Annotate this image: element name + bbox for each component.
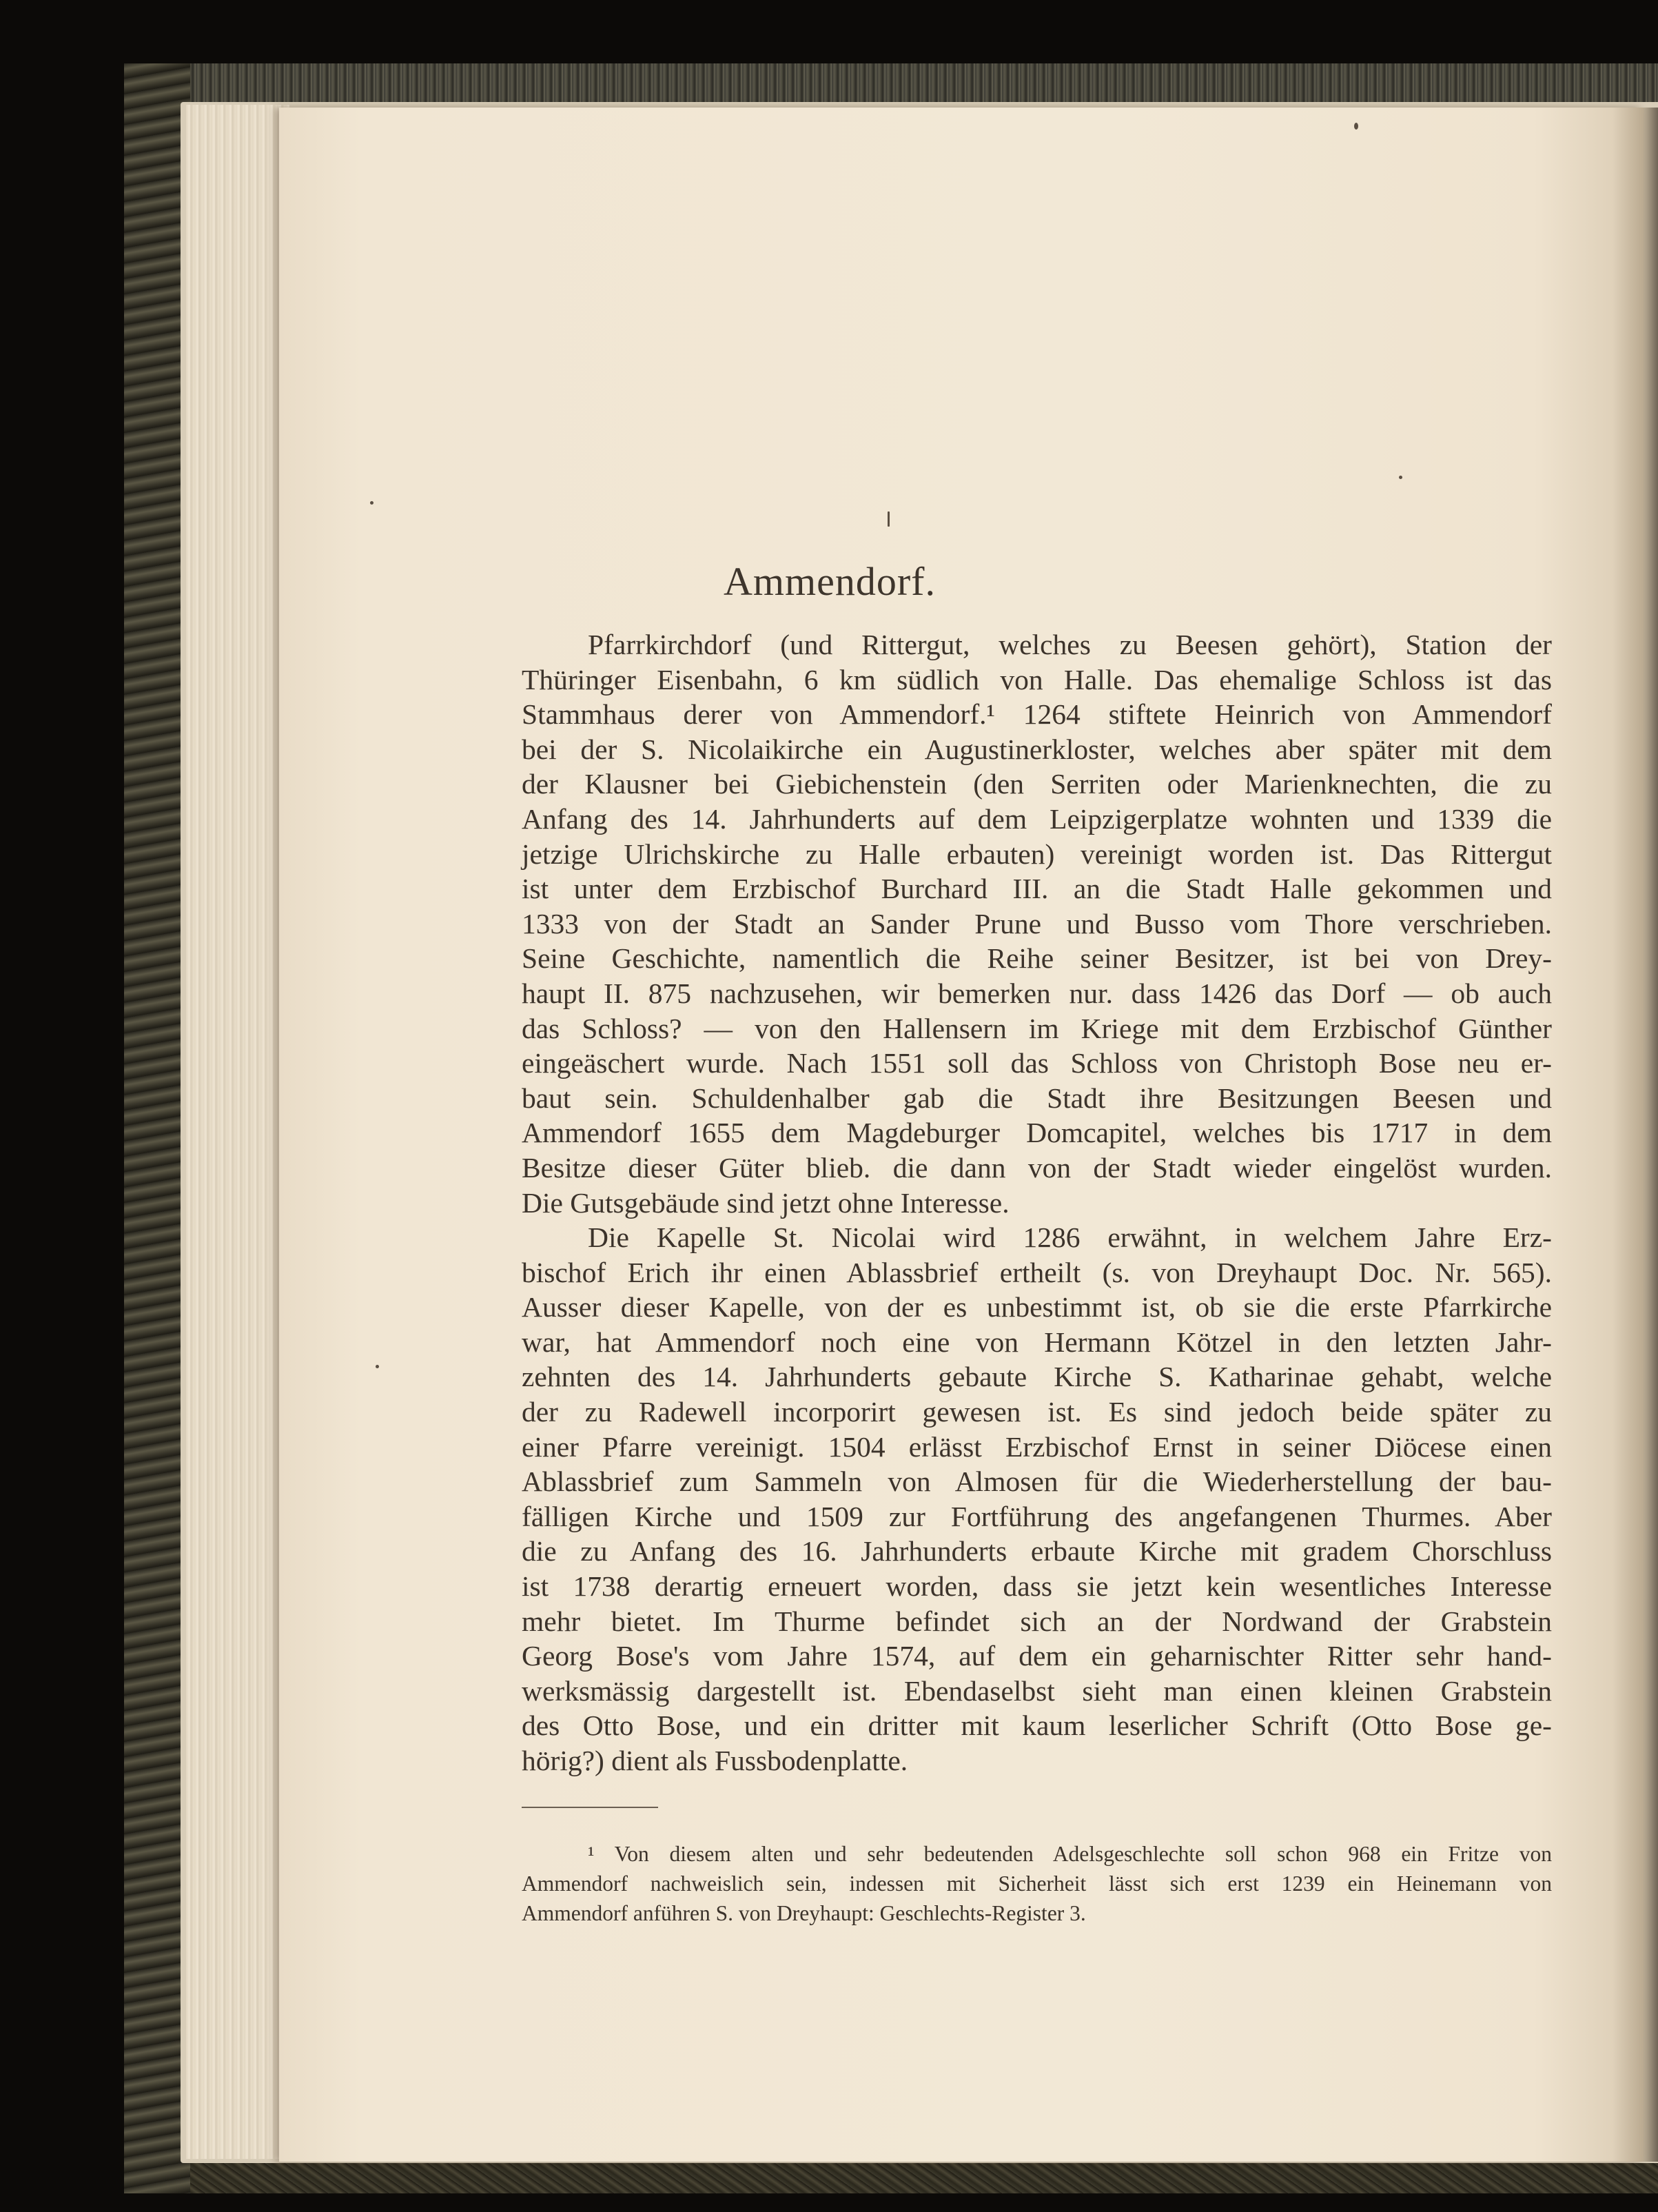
text-line: Seine Geschichte, namentlich die Reihe seiner Besitzer, ist bei von Drey- [522, 942, 1552, 975]
footnote-line: Ammendorf anführen S. von Dreyhaupt: Geschlechts-Register 3. [522, 1901, 1086, 1925]
text-line: haupt II. 875 nachzusehen, wir bemerken nur. dass 1426 das Dorf — ob auch [522, 977, 1552, 1009]
text-line: bei der S. Nicolaikirche ein Augustinerkloster, welches aber später mit dem [522, 733, 1552, 765]
footnote [522, 1839, 1552, 1928]
text-line: des Otto Bose, und ein dritter mit kaum leserlicher Schrift (Otto Bose ge- [522, 1709, 1552, 1742]
text-line: einer Pfarre vereinigt. 1504 erlässt Erzbischof Ernst in seiner Diöcese einen [522, 1430, 1552, 1463]
text-line: war, hat Ammendorf noch eine von Hermann Kötzel in den letzten Jahr- [522, 1326, 1552, 1358]
text-line: Anfang des 14. Jahrhunderts auf dem Leipzigerplatze wohnten und 1339 die [522, 802, 1552, 835]
text-line: bischof Erich ihr einen Ablassbrief ertheilt (s. von Dreyhaupt Doc. Nr. 565). [522, 1256, 1552, 1288]
text-line: Ammendorf 1655 dem Magdeburger Domcapitel, welches bis 1717 in dem [522, 1117, 1552, 1149]
text-line: Pfarrkirchdorf (und Rittergut, welches zu Beesen gehört), Station der [588, 629, 1552, 660]
paper-speck [1399, 476, 1402, 479]
text-line: zehnten des 14. Jahrhunderts gebaute Kirche S. Katharinae gehabt, welche [522, 1361, 1552, 1393]
footnote-line: ¹ Von diesem alten und sehr bedeutenden Adelsgeschlechte soll schon 968 ein Fritze von [588, 1842, 1552, 1866]
footnote-divider [522, 1807, 658, 1808]
text-line: ist unter dem Erzbischof Burchard III. an die Stadt Halle gekommen und [522, 873, 1552, 905]
page-title: Ammendorf. [724, 559, 936, 604]
body-text [522, 627, 1552, 1778]
text-line: die zu Anfang des 16. Jahrhunderts erbaute Kirche mit gradem Chorschluss [522, 1535, 1552, 1567]
paper-speck [1354, 123, 1358, 130]
text-line: Ausser dieser Kapelle, von der es unbestimmt ist, ob sie die erste Pfarrkirche [522, 1291, 1552, 1323]
text-line: werksmässig dargestellt ist. Ebendaselbst sieht man einen kleinen Grabstein [522, 1674, 1552, 1707]
text-line: Ablassbrief zum Sammeln von Almosen für die Wiederherstellung der bau- [522, 1465, 1552, 1498]
text-line: der zu Radewell incorporirt gewesen ist. Es sind jedoch beide später zu [522, 1396, 1552, 1428]
paper-speck [376, 1365, 379, 1368]
text-line: jetzige Ulrichskirche zu Halle erbauten) vereinigt worden ist. Das Rittergut [522, 838, 1552, 870]
text-line: der Klausner bei Giebichenstein (den Serriten oder Marienknechten, die zu [522, 768, 1552, 800]
book-cover-top-edge [124, 63, 1658, 102]
text-line: Die Kapelle St. Nicolai wird 1286 erwähnt, in welchem Jahre Erz- [588, 1221, 1552, 1254]
text-line: eingeäschert wurde. Nach 1551 soll das Schloss von Christoph Bose neu er- [522, 1047, 1552, 1079]
text-line: Georg Bose's vom Jahre 1574, auf dem ein geharnischter Ritter sehr hand- [522, 1640, 1552, 1672]
text-line: Stammhaus derer von Ammendorf.¹ 1264 stiftete Heinrich von Ammendorf [522, 698, 1552, 731]
text-line: fälligen Kirche und 1509 zur Fortführung des angefangenen Thurmes. Aber [522, 1500, 1552, 1532]
text-line: hörig?) dient als Fussbodenplatte. [522, 1745, 908, 1776]
text-line: Die Gutsgebäude sind jetzt ohne Interesse. [522, 1186, 1010, 1219]
paper-speck [370, 501, 373, 505]
paragraph-2 [522, 1220, 1552, 1778]
text-line: ist 1738 derartig erneuert worden, dass sie jetzt kein wesentliches Interesse [522, 1570, 1552, 1603]
paragraph-1 [522, 627, 1552, 1220]
text-line: mehr bietet. Im Thurme befindet sich an der Nordwand der Grabstein [522, 1605, 1552, 1637]
paper-speck [888, 511, 890, 527]
text-line: Thüringer Eisenbahn, 6 km südlich von Halle. Das ehemalige Schloss ist das [522, 663, 1552, 696]
text-line: das Schloss? — von den Hallensern im Kriege mit dem Erzbischof Günther [522, 1012, 1552, 1044]
page-gutter-shadow [1613, 108, 1658, 2162]
footnote-line: Ammendorf nachweislich sein, indessen mit Sicherheit lässt sich erst 1239 ein Heinemann von [522, 1871, 1552, 1896]
text-line: Besitze dieser Güter blieb. die dann von der Stadt wieder eingelöst wurden. [522, 1151, 1552, 1184]
text-line: 1333 von der Stadt an Sander Prune und Busso vom Thore verschrieben. [522, 907, 1552, 940]
text-line: baut sein. Schuldenhalber gab die Stadt ihre Besitzungen Beesen und [522, 1082, 1552, 1114]
